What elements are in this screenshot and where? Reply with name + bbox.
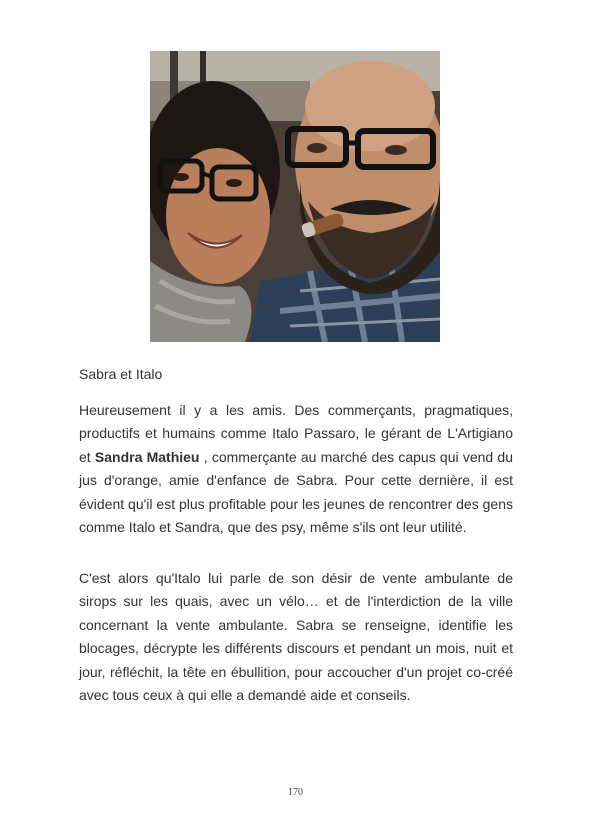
portrait-photo [150,51,440,342]
photo-caption: Sabra et Italo [79,366,163,382]
paragraph-2: C'est alors qu'Italo lui parle de son désir de vente ambulante de sirops sur les quais, avec un vélo… et de l'interdiction de la ville concernant la vente ambulante. Sabra se renseigne, identifie les blocages, décrypte les différents discours et pendant un mois, nuit et jour, réfléchit, la tête en ébullition, pour accoucher d'un projet co-créé avec tous ceux à qui elle a demandé aide et conseils. [79,570,513,704]
bold-name: Sandra Mathieu [94,448,200,465]
paragraph-1-text-end: , commerçante au marché des capus qui vend du jus d'orange, amie d'enfance de Sabra. Pour cette dernière, il est évident qu'il est plus profitable pour les jeunes de rencontrer des gens comme Italo et Sandra, que des psy, même s'ils ont leur utilité. [79,448,513,536]
page-number: 170 [288,787,303,798]
paragraph-1-text-start: Heureusement il y a les amis. Des commerçants, pragmatiques, productifs et humains comme Italo Passaro, le gérant de L'Artigiano et [79,402,513,465]
paragraph-1 [79,399,513,539]
